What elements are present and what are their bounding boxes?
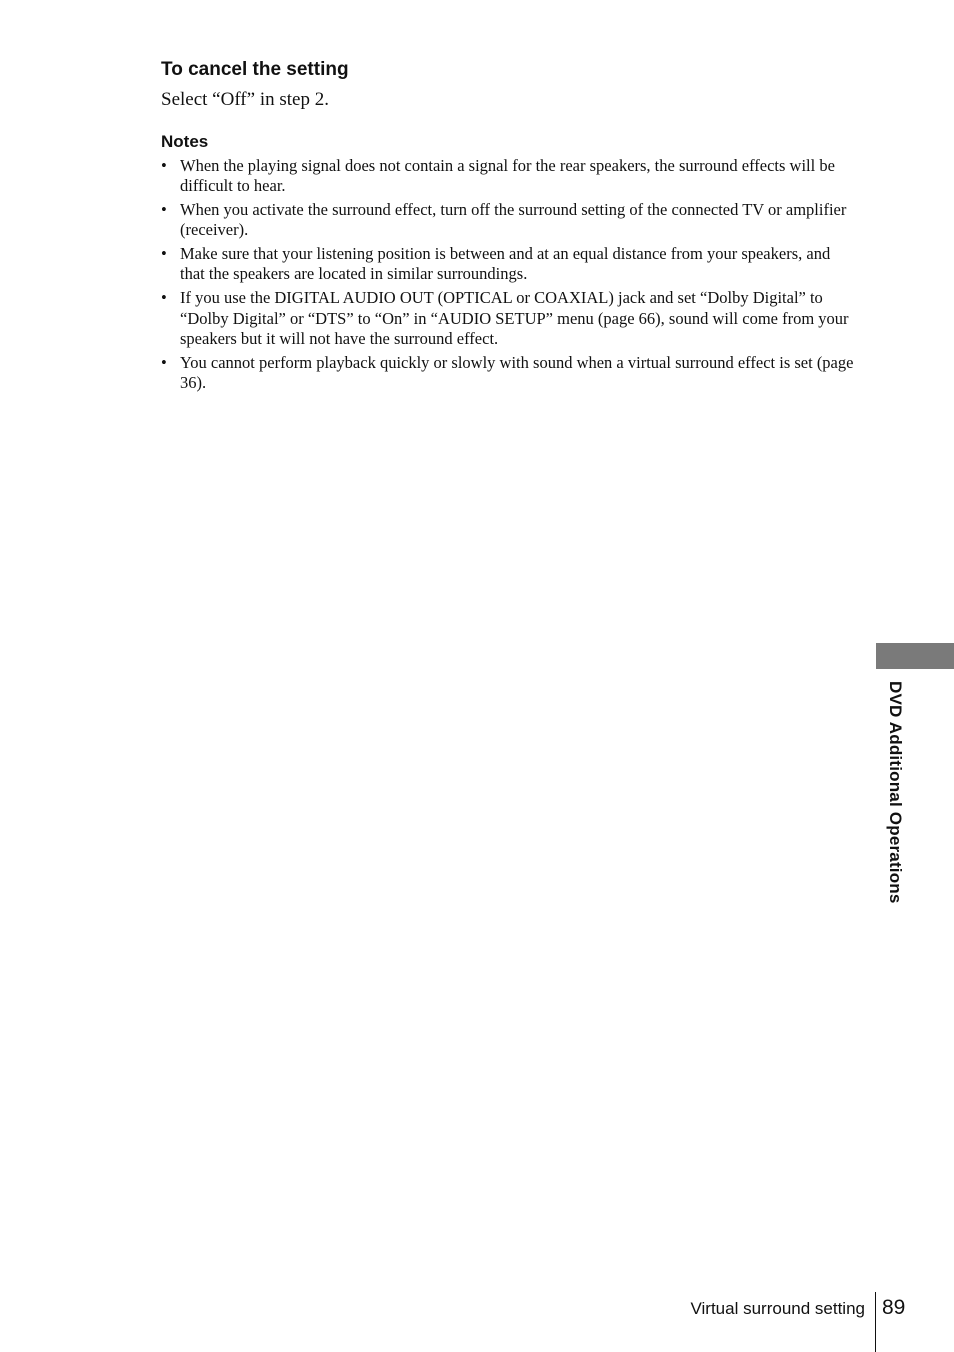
section-heading: To cancel the setting [161, 59, 349, 80]
footer-divider [875, 1292, 876, 1352]
note-item [161, 244, 856, 285]
bullet-icon: • [161, 244, 167, 264]
note-text: When the playing signal does not contain a signal for the rear speakers, the surround effects will be difficult to hear. [180, 156, 835, 196]
page-number: 89 [882, 1296, 906, 1319]
chapter-tab-marker [876, 643, 954, 669]
bullet-icon: • [161, 200, 167, 220]
bullet-icon: • [161, 288, 167, 308]
note-item [161, 156, 856, 197]
note-item [161, 288, 856, 349]
note-item [161, 200, 856, 241]
note-text: Make sure that your listening position is between and at an equal distance from your speakers, and that the speakers are located in similar surroundings. [180, 244, 831, 284]
notes-heading: Notes [161, 132, 209, 151]
bullet-icon: • [161, 156, 167, 175]
note-text: If you use the DIGITAL AUDIO OUT (OPTICAL or COAXIAL) jack and set “Dolby Digital” to “Dolby Digital” or “DTS” to “On” in “AUDIO SETUP” menu (page 66), sound will come from your speakers but it will not have the surround effect. [180, 288, 849, 348]
note-text: You cannot perform playback quickly or slowly with sound when a virtual surround effect is set (page 36). [180, 352, 854, 392]
chapter-side-label: DVD Additional Operations [886, 681, 905, 904]
footer-section-title: Virtual surround setting [690, 1299, 865, 1318]
cancel-instruction: Select “Off” in step 2. [161, 89, 329, 110]
bullet-icon: • [161, 352, 167, 372]
main-content [161, 58, 856, 397]
note-text: When you activate the surround effect, turn off the surround setting of the connected TV or amplifier (receiver). [180, 200, 847, 240]
note-item [161, 353, 856, 394]
notes-list [161, 156, 856, 393]
